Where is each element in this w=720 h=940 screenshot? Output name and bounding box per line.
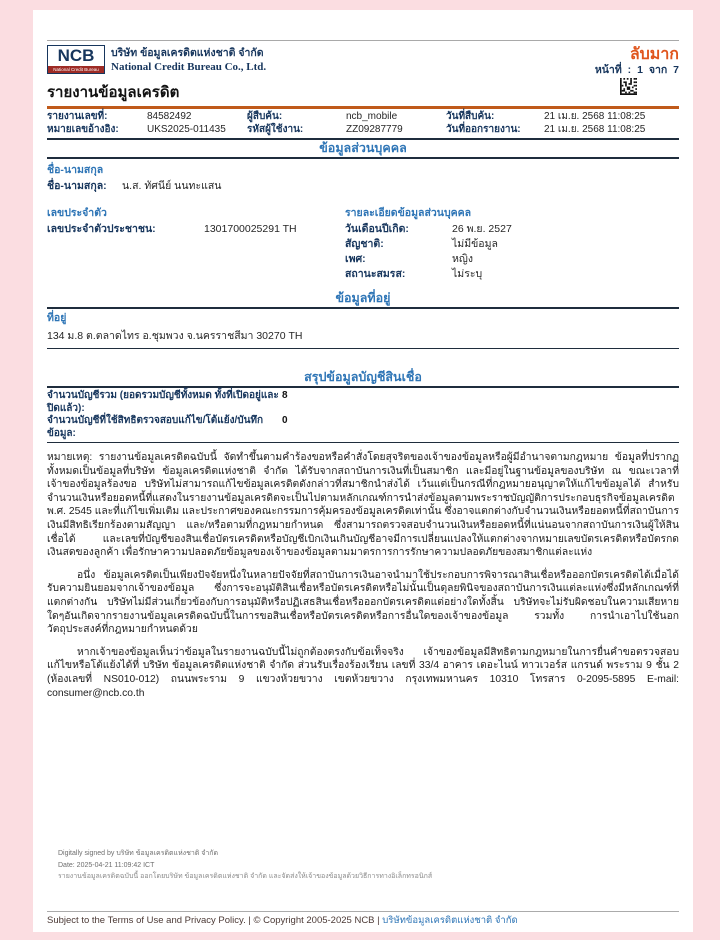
meta-label: ผู้สืบค้น: <box>247 111 283 122</box>
details-rows <box>345 222 679 282</box>
detail-row <box>345 252 679 267</box>
personal-columns <box>47 207 679 282</box>
detail-label: สถานะสมรส: <box>345 268 406 280</box>
name-value: น.ส. ทัศนีย์ นนทะแสน <box>122 180 222 192</box>
name-section-header: ชื่อ-นามสกุล <box>47 164 104 176</box>
meta-value: UKS2025-011435 <box>147 123 226 135</box>
meta-label: หมายเลขอ้างอิง: <box>47 123 119 135</box>
detail-label: วันเดือนปีเกิด: <box>345 223 409 235</box>
legal-disclaimer-paragraph: อนึ่ง ข้อมูลเครดิตเป็นเพียงปัจจัยหนึ่งในหลายปัจจัยที่สถาบันการเงินอาจนำมาใช้ประกอบการพิจารณาสินเชื่อหรือออกบัตรเครดิตได้เมื่อได้รับความยินยอมจากเจ้าของข้อมูล ซึ่งการจะอนุมัติสินเชื่อหรือบัตรเครดิตหรือไม่นั้นเป็นดุลยพินิจของสถาบันการเงินแต่ละแห่งซึ่งมีหลักเกณฑ์ที่แตกต่างกัน บริษัทไม่มีส่วนเกี่ยวข้องกับการอนุมัติหรือปฏิเสธสินเชื่อหรือออกบัตรเครดิตแต่อย่างใดทั้งสิ้น บริษัทจะไม่รับผิดชอบในความเสียหายใดๆอันเกิดจากรายงานข้อมูลเครดิตฉบับนี้ในการขอสินเชื่อหรือบัตรเครดิตหรือการอื่นใดของเจ้าของข้อมูล รวมทั้ง การนำเอาไปใช้นอกวัตถุประสงค์ที่กฎหมายกำหนดด้วย <box>47 569 679 636</box>
meta-label: วันที่ออกรายงาน: <box>446 123 521 135</box>
id-column <box>47 207 345 282</box>
id-row <box>47 222 345 236</box>
summary-value: 8 <box>282 390 288 401</box>
header-right <box>595 45 679 77</box>
summary-row <box>47 390 679 415</box>
top-divider <box>47 40 679 41</box>
credit-report-page <box>33 10 693 932</box>
page-footer <box>47 911 679 927</box>
digital-signature-block <box>58 848 432 883</box>
detail-label: เพศ: <box>345 253 366 265</box>
legal-contact-paragraph: หากเจ้าของข้อมูลเห็นว่าข้อมูลในรายงานฉบับนี้ไม่ถูกต้องตรงกับข้อเท็จจริง เจ้าของข้อมูลมีสิทธิตามกฎหมายในการยื่นคำขอตรวจสอบ แก้ไขหรือโต้แย้งได้ที่ บริษัท ข้อมูลเครดิตแห่งชาติ จำกัด ส่วนรับเรื่องร้องเรียน เลขที่ 33/4 อาคาร เดอะไนน์ ทาวเวอร์ส แกรนด์ พระราม 9 ชั้น 2 (ห้องเลขที่ NS010-012) ถนนพระราม 9 แขวงห้วยขวาง เขตห้วยขวาง กรุงเทพมหานคร 10310 โทรสาร 0-2095-5895 E-mail: consumer@ncb.co.th <box>47 646 679 699</box>
detail-value: หญิง <box>452 253 473 265</box>
signature-line-1: Digitally signed by บริษัท ข้อมูลเครดิตแห่งชาติ จำกัด <box>58 850 219 857</box>
meta-label: รายงานเลขที่: <box>47 111 108 122</box>
summary-value: 0 <box>282 415 288 426</box>
confidential-stamp: ลับมาก <box>629 46 679 63</box>
name-row <box>47 179 679 193</box>
details-section-header: รายละเอียดข้อมูลส่วนบุคคล <box>345 207 472 219</box>
section-address-title: ข้อมูลที่อยู่ <box>47 290 679 309</box>
legal-note-paragraph: หมายเหตุ: รายงานข้อมูลเครดิตฉบับนี้ จัดทำขึ้นตามคำร้องขอหรือคำสั่งโดยสุจริตของเจ้าของข้อมูลหรือผู้มีอำนาจตามกฎหมาย ข้อมูลที่ปรากฏทั้งหมดเป็นข้อมูลที่บริษัท ข้อมูลเครดิตแห่งชาติ จำกัด ได้รับจากสถาบันการเงินที่เป็นสมาชิก และมีอยู่ในฐานข้อมูลของบริษัท ณ ขณะเวลาที่เจ้าของข้อมูลร้องขอ บริษัทไม่สามารถแก้ไขข้อมูลเครดิตดังกล่าวที่สมาชิกนำส่งได้ เว้นแต่เป็นกรณีที่กฎหมายอนุญาตให้แก้ไขข้อมูลได้ สำหรับจำนวนเงินหรือยอดหนี้ที่แสดงในรายงานข้อมูลเครดิตจะเป็นไปตามหลักเกณฑ์การนำส่งข้อมูลตามพระราชบัญญัติการประกอบธุรกิจข้อมูลเครดิต พ.ศ. 2545 และที่แก้ไขเพิ่มเติม และประกาศของคณะกรรมการคุ้มครองข้อมูลเครดิตเท่านั้น ซึ่งอาจแตกต่างกับจำนวนเงินหรือยอดหนี้ที่สถาบันการเงินมีสิทธิเรียกร้องตามสัญญา และ/หรือตามที่กฎหมายกำหนด ซึ่งสามารถตรวจสอบจำนวนเงินหรือยอดหนี้ที่แน่นอนจากสถาบันการเงินผู้ให้สินเชื่อได้ และเลขที่บัญชีของสินเชื่อบัตรเครดิตหรือบัญชีเบิกเงินเกินบัญชีอาจมีการเปลี่ยนแปลงให้แตกต่างจากหมายเลขบัตรเครดิตหรือบัตรกดเงินสดของลูกค้า เพื่อรักษาความปลอดภัยข้อมูลของเจ้าของข้อมูลตามมาตรการการรักษาความปลอดภัยของสมาชิกแต่ละแห่ง <box>47 452 679 559</box>
signature-line-2: Date: 2025-04-21 11:09:42 ICT <box>58 861 155 869</box>
footer-text <box>47 915 679 927</box>
section-personal-data-title: ข้อมูลส่วนบุคคล <box>47 140 679 159</box>
signature-line-3: รายงานข้อมูลเครดิตฉบับนี้ ออกโดยบริษัท ข้อมูลเครดิตแห่งชาติ จำกัด และจัดส่งให้เจ้าของข้อมูลด้วยวิธีการทางอิเล็กทรอนิกส์ <box>58 873 433 880</box>
meta-label: รหัสผู้ใช้งาน: <box>247 123 304 135</box>
meta-value: 21 เม.ย. 2568 11:08:25 <box>544 123 646 135</box>
meta-value: ncb_mobile <box>346 111 398 122</box>
summary-row <box>47 415 679 440</box>
ncb-logo-subtext: National Credit Bureau <box>48 66 104 73</box>
page-number: หน้าที่ : 1 จาก 7 <box>594 64 679 76</box>
id-label: เลขประจำตัวประชาชน: <box>47 223 156 235</box>
footer-divider <box>47 911 679 912</box>
detail-value: 26 พ.ย. 2527 <box>452 223 512 235</box>
summary-label: จำนวนบัญชีที่ใช้สิทธิตรวจสอบแก้ไข/โต้แย้ง/บันทึกข้อมูล: <box>47 415 264 439</box>
section-summary-title: สรุปข้อมูลบัญชีสินเชื่อ <box>47 369 679 388</box>
ncb-logo-text: NCB <box>57 46 95 65</box>
summary-label: จำนวนบัญชีรวม (ยอดรวมบัญชีทั้งหมด ทั้งที่เปิดอยู่และปิดแล้ว): <box>47 390 279 414</box>
detail-value: ไม่มีข้อมูล <box>452 238 498 250</box>
detail-value: ไม่ระบุ <box>452 268 483 280</box>
company-names <box>111 45 266 74</box>
name-label: ชื่อ-นามสกุล: <box>47 180 107 192</box>
ncb-brand <box>47 45 266 74</box>
report-title: รายงานข้อมูลเครดิต <box>47 84 180 101</box>
footer-copyright: Subject to the Terms of Use and Privacy Policy. | © Copyright 2005-2025 NCB | <box>47 915 383 926</box>
detail-row <box>345 237 679 252</box>
datamatrix-code-icon <box>620 78 637 95</box>
id-section-header: เลขประจำตัว <box>47 207 107 219</box>
detail-row <box>345 222 679 237</box>
meta-label: วันที่สืบค้น: <box>446 111 495 122</box>
id-value: 1301700025291 TH <box>204 223 297 235</box>
detail-label: สัญชาติ: <box>345 238 384 250</box>
report-meta-table <box>47 109 679 140</box>
address-value: 134 ม.8 ต.ตลาดไทร อ.ชุมพวง จ.นครราชสีมา 30270 TH <box>47 327 679 349</box>
meta-value: ZZ09287779 <box>346 123 403 135</box>
detail-row <box>345 267 679 282</box>
meta-value: 21 เม.ย. 2568 11:08:25 <box>544 111 646 122</box>
details-column <box>345 207 679 282</box>
company-name-english: National Credit Bureau Co., Ltd. <box>111 61 267 73</box>
summary-table <box>47 388 679 443</box>
meta-value: 84582492 <box>147 111 192 122</box>
ncb-logo-icon <box>47 45 105 74</box>
address-header: ที่อยู่ <box>47 312 67 324</box>
footer-company-thai: บริษัทข้อมูลเครดิตแห่งชาติ จำกัด <box>382 915 518 926</box>
report-header <box>47 45 679 77</box>
company-name-thai: บริษัท ข้อมูลเครดิตแห่งชาติ จำกัด <box>111 47 264 59</box>
